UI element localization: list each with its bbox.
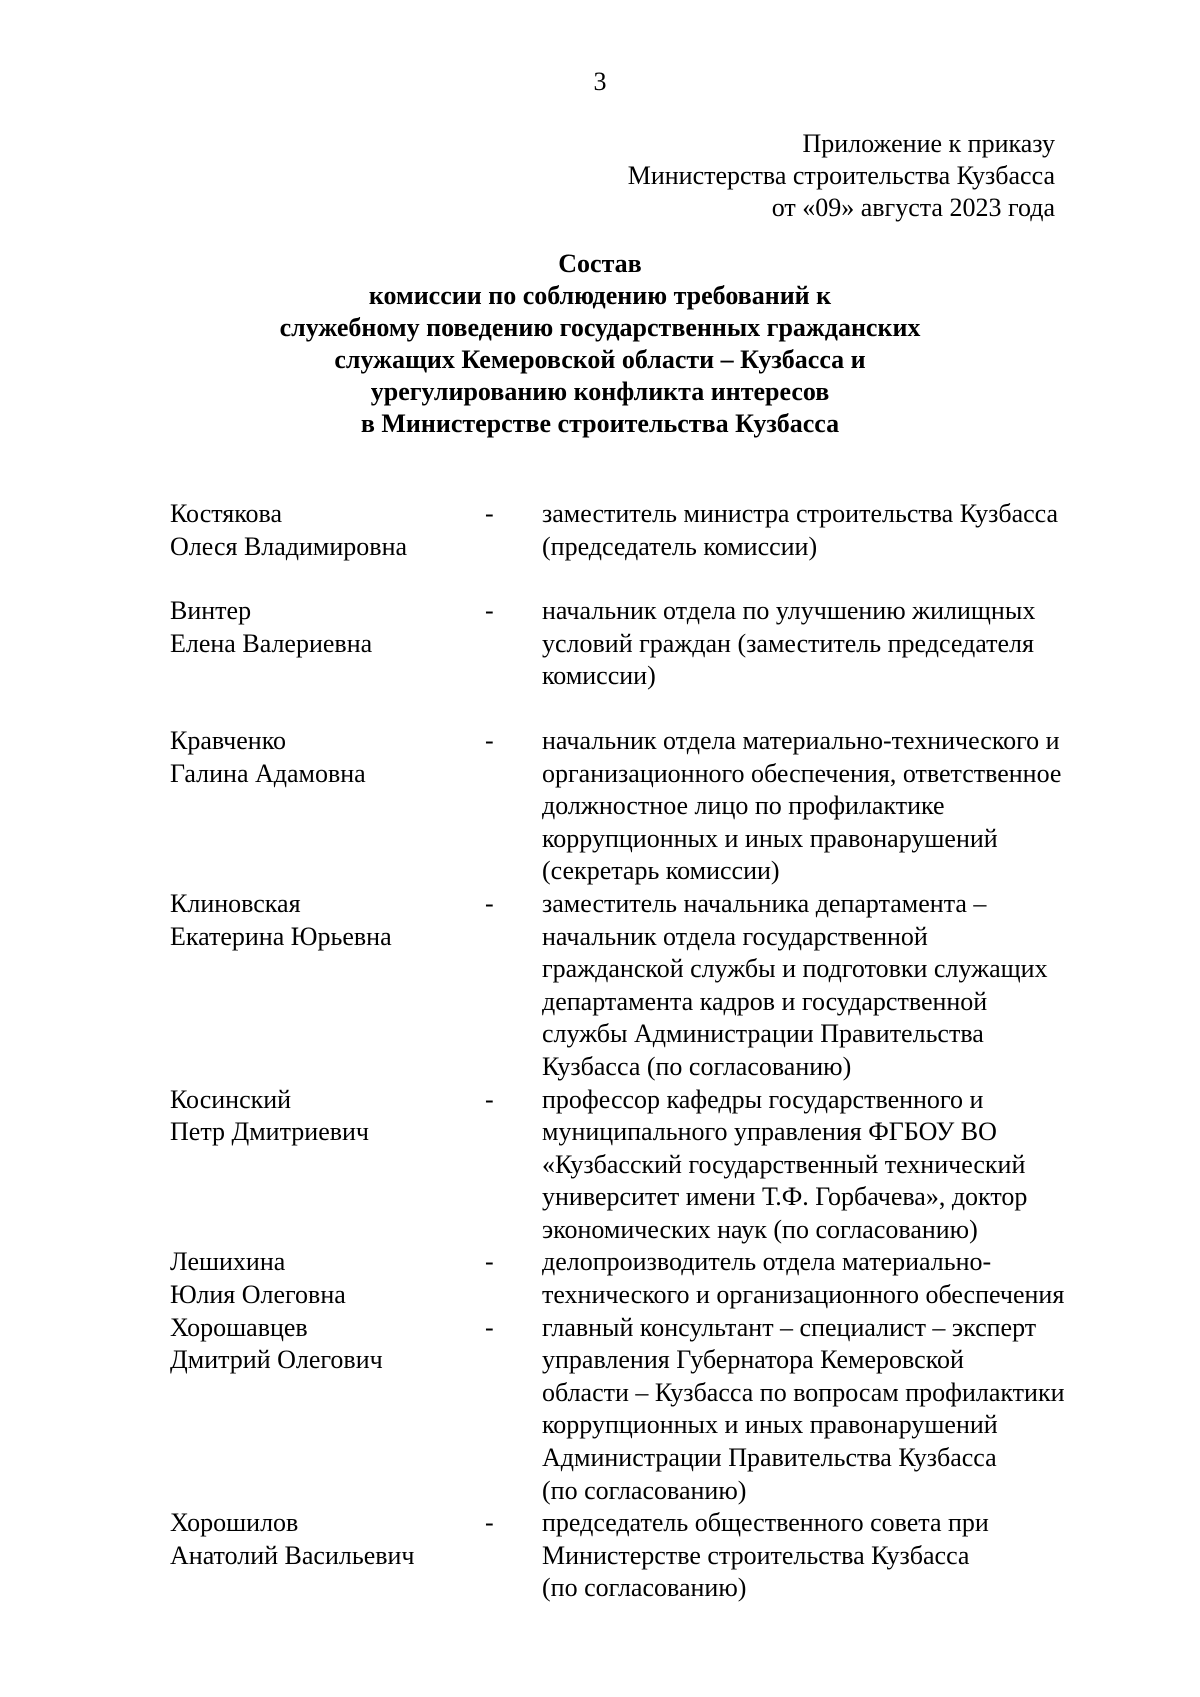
member-role-line: (председатель комиссии) xyxy=(542,531,818,561)
member-surname: Лешихина xyxy=(170,1247,286,1277)
member-role xyxy=(542,498,1132,563)
member-role-line: гражданской службы и подготовки служащих xyxy=(542,954,1048,984)
member-dash: - xyxy=(485,596,494,626)
member-dash: - xyxy=(485,1247,494,1277)
member-role-line: муниципального управления ФГБОУ ВО xyxy=(542,1117,997,1147)
member-surname: Костякова xyxy=(170,499,282,528)
member-row xyxy=(170,888,1130,1084)
member-row xyxy=(170,1507,1130,1605)
member-given-names: Екатерина Юрьевна xyxy=(170,921,392,951)
member-role-line: коррупционных и иных правонарушений xyxy=(542,1410,998,1440)
member-role-line: Администрации Правительства Кузбасса xyxy=(542,1443,997,1473)
member-surname: Клиновская xyxy=(170,888,301,918)
member-given-names: Елена Валериевна xyxy=(170,628,373,658)
member-role xyxy=(542,1312,1132,1508)
member-role-line: коррупционных и иных правонарушений xyxy=(542,823,998,853)
member-row xyxy=(170,595,1130,693)
title-line: Состав xyxy=(558,249,642,278)
member-role-line: университет имени Т.Ф. Горбачева», доктор xyxy=(542,1182,1028,1212)
member-name xyxy=(170,888,485,1084)
member-role-line: заместитель начальника департамента – xyxy=(542,888,987,918)
member-role xyxy=(542,888,1132,1084)
member-dash: - xyxy=(485,1508,494,1538)
appendix-line: от «09» августа 2023 года xyxy=(771,193,1055,222)
member-role-line: начальник отдела материально-технического и xyxy=(542,725,1060,755)
member-role-line: департамента кадров и государственной xyxy=(542,986,988,1016)
member-name xyxy=(170,1246,485,1311)
member-surname: Хорошилов xyxy=(170,1508,299,1538)
member-role-line: комиссии) xyxy=(542,661,656,691)
member-given-names: Петр Дмитриевич xyxy=(170,1117,369,1147)
member-dash: - xyxy=(485,499,494,528)
member-name xyxy=(170,498,485,563)
member-row xyxy=(170,1312,1130,1508)
member-role-line: делопроизводитель отдела материально- xyxy=(542,1247,992,1277)
member-surname: Винтер xyxy=(170,596,252,626)
member-name xyxy=(170,1084,485,1247)
member-role-line: (секретарь комиссии) xyxy=(542,856,780,886)
appendix-header xyxy=(628,128,1055,224)
appendix-line: Приложение к приказу xyxy=(802,129,1055,158)
member-role-line: начальник отдела по улучшению жилищных xyxy=(542,596,1036,626)
member-surname: Косинский xyxy=(170,1084,292,1114)
member-role-line: технического и организационного обеспечения xyxy=(542,1280,1065,1310)
member-role-line: профессор кафедры государственного и xyxy=(542,1084,984,1114)
member-role-line: службы Администрации Правительства xyxy=(542,1019,984,1049)
member-name xyxy=(170,595,485,693)
commission-members-list xyxy=(170,498,1130,1605)
page-number: 3 xyxy=(593,67,607,96)
member-role-line: (по согласованию) xyxy=(542,1573,747,1603)
member-role-line: экономических наук (по согласованию) xyxy=(542,1214,978,1244)
member-role-line: должностное лицо по профилактике xyxy=(542,791,945,821)
title-line: комиссии по соблюдению требований к xyxy=(368,281,832,310)
member-role-line: начальник отдела государственной xyxy=(542,921,928,951)
title-line: служебному поведению государственных гражданских xyxy=(279,313,921,342)
member-role-line: председатель общественного совета при xyxy=(542,1508,989,1538)
member-surname: Кравченко xyxy=(170,725,287,755)
member-role xyxy=(542,1246,1132,1311)
member-surname: Хорошавцев xyxy=(170,1312,308,1342)
member-role xyxy=(542,595,1132,693)
member-role-line: (по согласованию) xyxy=(542,1475,747,1505)
member-given-names: Олеся Владимировна xyxy=(170,531,408,561)
member-dash: - xyxy=(485,1312,494,1342)
member-dash: - xyxy=(485,1084,494,1114)
member-dash: - xyxy=(485,888,494,918)
member-role-line: Министерстве строительства Кузбасса xyxy=(542,1540,970,1570)
member-row xyxy=(170,725,1130,888)
member-role-line: организационного обеспечения, ответственное xyxy=(542,758,1062,788)
member-given-names: Дмитрий Олегович xyxy=(170,1345,383,1375)
member-given-names: Галина Адамовна xyxy=(170,758,366,788)
member-name xyxy=(170,1312,485,1508)
title-line: в Министерстве строительства Кузбасса xyxy=(360,409,840,438)
document-title xyxy=(0,248,1200,440)
member-name xyxy=(170,1507,485,1605)
member-role xyxy=(542,1084,1132,1247)
member-row xyxy=(170,1084,1130,1247)
appendix-line: Министерства строительства Кузбасса xyxy=(627,161,1055,190)
member-role xyxy=(542,725,1132,888)
title-line: урегулированию конфликта интересов xyxy=(370,377,830,406)
member-role-line: заместитель министра строительства Кузбасса xyxy=(542,499,1059,528)
title-line: служащих Кемеровской области – Кузбасса и xyxy=(334,345,866,374)
member-given-names: Анатолий Васильевич xyxy=(170,1540,415,1570)
member-role-line: управления Губернатора Кемеровской xyxy=(542,1345,964,1375)
member-row xyxy=(170,498,1130,563)
member-row xyxy=(170,1246,1130,1311)
member-dash: - xyxy=(485,725,494,755)
member-role-line: главный консультант – специалист – эксперт xyxy=(542,1312,1037,1342)
member-role-line: области – Кузбасса по вопросам профилактики xyxy=(542,1377,1065,1407)
member-role-line: условий граждан (заместитель председателя xyxy=(542,628,1034,658)
member-role xyxy=(542,1507,1132,1605)
member-role-line: Кузбасса (по согласованию) xyxy=(542,1051,852,1081)
member-given-names: Юлия Олеговна xyxy=(170,1280,346,1310)
member-name xyxy=(170,725,485,888)
member-role-line: «Кузбасский государственный технический xyxy=(542,1149,1026,1179)
